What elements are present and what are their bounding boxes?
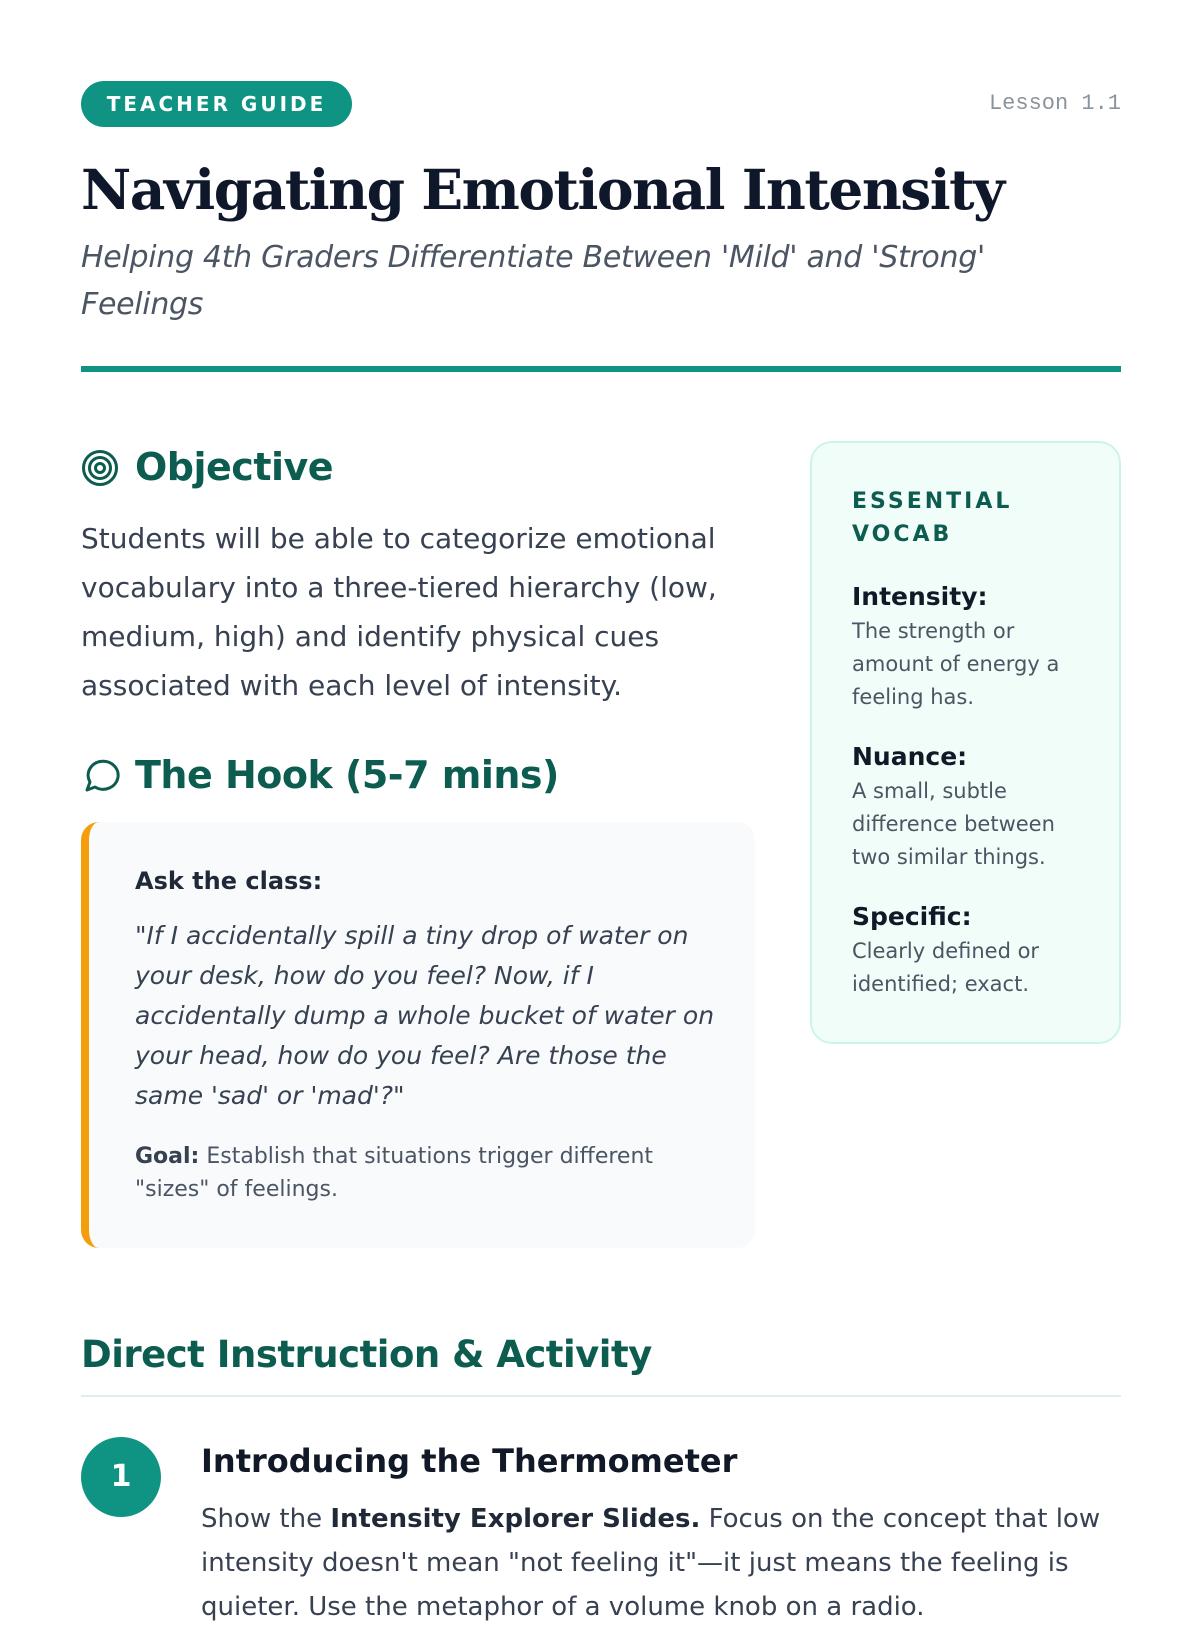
hook-prompt-label: Ask the class: xyxy=(135,867,323,895)
hook-quote: "If I accidentally spill a tiny drop of water on your desk, how do you feel? Now, if I accidentally dump a whole bucket of water on your head, how do you feel? Are those the same 'sad' or 'mad'?" xyxy=(135,921,715,1110)
vocab-term-definition: The strength or amount of energy a feeling has. xyxy=(852,619,1060,709)
hook-heading xyxy=(81,750,721,800)
section-divider xyxy=(81,1395,1121,1397)
vocab-term xyxy=(852,579,1092,714)
target-icon xyxy=(81,449,119,487)
hook-heading-label: The Hook (5-7 mins) xyxy=(135,753,559,797)
title-divider xyxy=(81,366,1121,372)
vocab-term xyxy=(852,739,1092,874)
teacher-guide-badge: TEACHER GUIDE xyxy=(81,81,352,127)
vocab-term-name: Intensity: xyxy=(852,582,988,611)
hook-goal-text: Establish that situations trigger different "sizes" of feelings. xyxy=(135,1144,654,1202)
vocab-term xyxy=(852,899,1092,1001)
objective-heading-label: Objective xyxy=(135,445,334,489)
direct-instruction-heading xyxy=(81,1330,1121,1380)
header-row xyxy=(81,81,1121,127)
vocab-title: ESSENTIAL VOCAB xyxy=(852,489,1013,547)
vocab-term-name: Nuance: xyxy=(852,742,968,771)
hook-goal-label: Goal: xyxy=(135,1144,200,1169)
step-text-after: Focus on the concept that low intensity doesn't mean "not feeling it"—it just means the feeling is quieter. Use the metaphor of a volume knob on a radio. xyxy=(201,1504,1101,1622)
hook-goal xyxy=(135,1140,695,1206)
vocab-term-definition: A small, subtle difference between two similar things. xyxy=(852,779,1055,869)
step-title: Introducing the Thermometer xyxy=(201,1442,738,1480)
direct-instruction-heading-label: Direct Instruction & Activity xyxy=(81,1333,652,1376)
hook-card xyxy=(81,822,755,1248)
objective-text: Students will be able to categorize emotional vocabulary into a three-tiered hierarchy (low, medium, high) and identify physical cues associated with each level of intensity. xyxy=(81,522,717,702)
lesson-number: Lesson 1.1 xyxy=(988,91,1121,116)
step-text-bold: Intensity Explorer Slides. xyxy=(330,1504,701,1534)
vocab-term-name: Specific: xyxy=(852,902,972,931)
vocab-term-definition: Clearly defined or identified; exact. xyxy=(852,939,1040,996)
objective-heading xyxy=(81,442,721,492)
teacher-guide-page xyxy=(81,0,1121,1622)
page-subtitle: Helping 4th Graders Differentiate Between 'Mild' and 'Strong' Feelings xyxy=(81,240,985,322)
page-title: Navigating Emotional Intensity xyxy=(81,157,1004,222)
step-number-badge: 1 xyxy=(81,1437,161,1517)
step-text xyxy=(201,1497,1101,1629)
essential-vocab-card xyxy=(810,441,1121,1044)
step-text-before: Show the xyxy=(201,1504,323,1534)
speech-bubble-icon xyxy=(81,757,119,795)
